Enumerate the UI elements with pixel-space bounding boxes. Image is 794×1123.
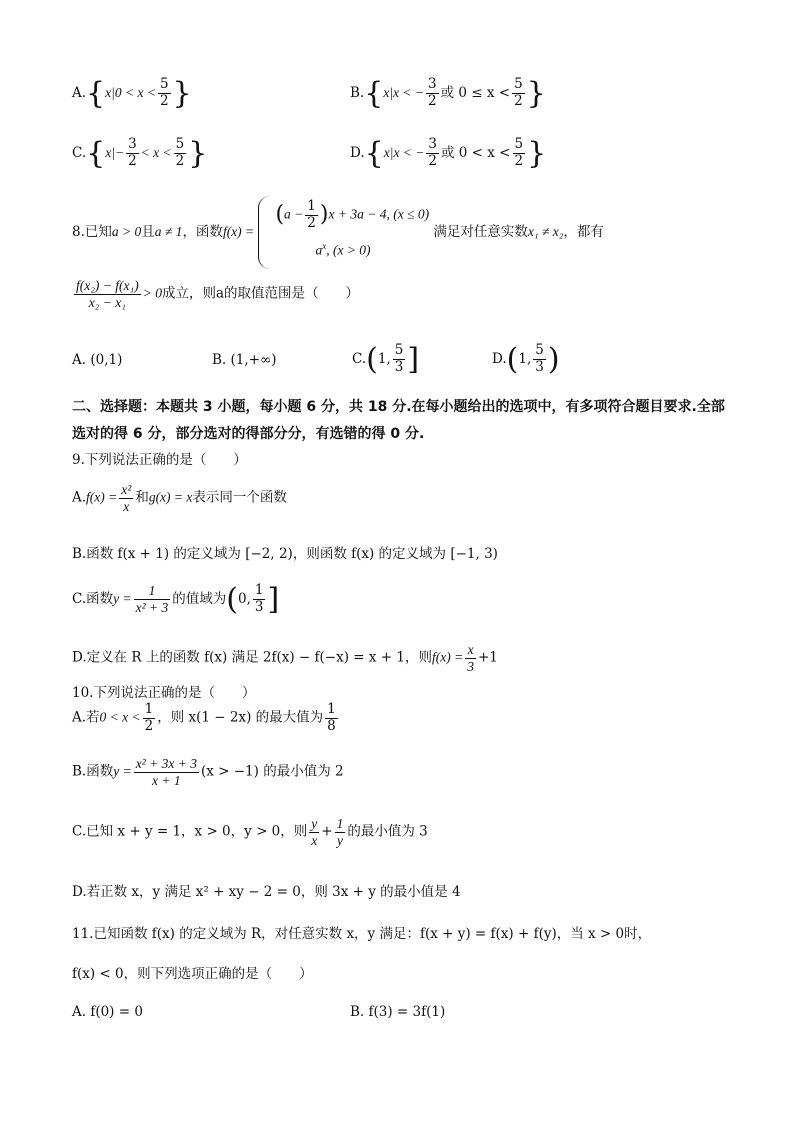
q9-option-a[interactable]: A.f(x) = $\frac{\text{x²}}{x}$ 和g(x) = x表示同一个函数 [72,482,287,514]
q9-option-b[interactable]: B.函数 f(x + 1) 的定义域为 [−2, 2)，则函数 f(x) 的定义域为 [−1, 3) [72,546,498,562]
q8-piecewise: (a − $\frac{1}{2}$ )x + 3a − 4, (x ≤ 0) $a^x$, (x > 0) [258,196,429,269]
q10-option-b[interactable]: B.函数y = $\frac{\text{x² + 3x + 3}}{x + 1}$ (x > −1) 的最小值为 2 [72,756,344,788]
q10-option-a[interactable]: A.若0 < x < $\frac{1}{2}$ ，则 x(1 − 2x) 的最大值为 $\frac{1}{8}$ [72,701,336,734]
q10-option-c[interactable]: C.已知 x + y = 1，x > 0，y > 0，则 $\frac{y}{x}$ + $\frac{1}{y}$ 的最小值为 3 [72,816,428,848]
q9-stem: 9.下列说法正确的是（ ） [72,452,247,468]
q9-option-d[interactable]: D.定义在 R 上的函数 f(x) 满足 2f(x) − f(−x) = x + 1，则f(x) = $\frac{x}{3}$ +1 [72,642,498,674]
q8-condition: $\frac{\text{f(x₂) − f(x₁)}}{\text{x₂ − x₁}}$ > 0成立，则a的取值范围是（ ） [76,278,360,310]
q11-option-a[interactable]: A. f(0) = 0 [72,1004,143,1020]
q11-stem-line1: 11.已知函数 f(x) 的定义域为 R，对任意实数 x，y 满足：f(x + y) = f(x) + f(y)，当 x > 0时， [72,926,652,942]
q10-stem: 10.下列说法正确的是（ ） [72,685,256,701]
q7-option-a-text: x|0 < x < [105,85,156,100]
q7-option-d[interactable]: D.{x|x < − $\frac{3}{2}$ 或 0 < x < $\frac{5}{2}$ } [350,136,547,171]
q8-option-b[interactable]: B. (1,+∞) [212,352,277,368]
q8-option-a[interactable]: A. (0,1) [72,352,123,368]
q11-stem-line2: f(x) < 0，则下列选项正确的是（ ） [72,966,313,982]
section-2-heading: 二、选择题：本题共 3 小题，每小题 6 分，共 18 分.在每小题给出的选项中，有多项符合题目要求.全部选对的得 6 分，部分选对的得部分分，有选错的得 0 分. [72,399,725,442]
q11-option-b[interactable]: B. f(3) = 3f(1) [350,1004,446,1020]
q7-option-a[interactable]: A.{x|0 < x < $\frac{5}{2}$ } [72,76,192,111]
q8-option-d[interactable]: D.(1, $\frac{5}{3}$ ) [492,342,560,377]
q10-option-d[interactable]: D.若正数 x，y 满足 x² + xy − 2 = 0，则 3x + y 的最小值是 4 [72,884,461,900]
q8-option-c[interactable]: C.(1, $\frac{5}{3}$ ] [352,342,420,377]
q8-stem: 8.已知a > 0且a ≠ 1，函数f(x) = (a − $\frac{1}{2}$ )x + 3a − 4, (x ≤ 0) $a^x$, (x > 0) 满足对任意实数x₁ ≠ x₂，都有 [72,196,604,269]
q9-option-c[interactable]: C.函数y = $\frac{1}{\text{x² + 3}}$ 的值域为(0, $\frac{1}{3}$ ] [72,582,280,617]
q7-option-b[interactable]: B.{x|x < − $\frac{3}{2}$ 或 0 ≤ x < $\frac{5}{2}$ } [350,76,546,111]
q7-option-c[interactable]: C.{x|− $\frac{3}{2}$ < x < $\frac{5}{2}$ } [72,136,208,171]
